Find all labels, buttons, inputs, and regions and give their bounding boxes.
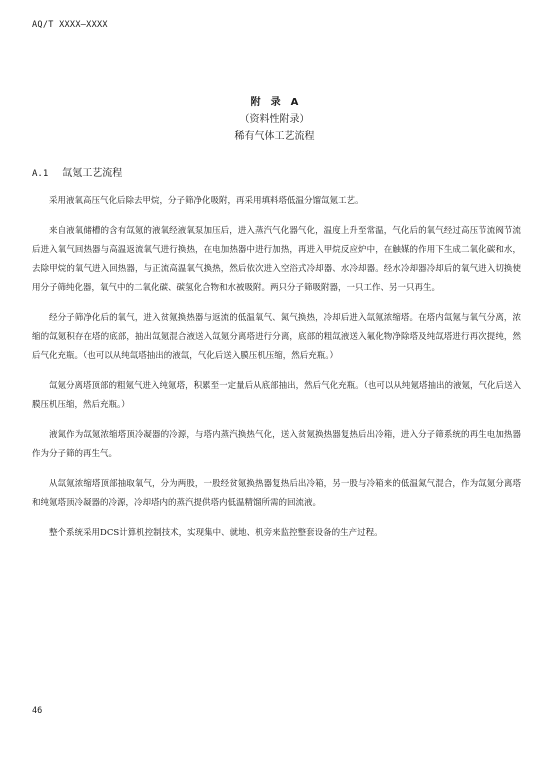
paragraph: 采用液氧高压气化后除去甲烷，分子筛净化吸附，再采用填料塔低温分馏氙氪工艺。 — [49, 196, 364, 206]
paragraph: 整个系统采用DCS计算机控制技术，实现集中、就地、机旁来监控整套设备的生产过程。 — [49, 528, 383, 538]
standard-code: AQ/T XXXX—XXXX — [32, 20, 108, 30]
annex-name: 稀有气体工艺流程 — [234, 131, 315, 142]
section-title: 氙氪工艺流程 — [62, 168, 123, 179]
paragraph: 从氙氪浓缩塔顶部抽取氧气，分为两股，一股经贫氪换热器复热后出冷箱，另一股与冷箱来的低温氮气混合，作为氙氪分离塔和纯氪塔顶冷凝器的冷源，冷却塔内的蒸汽提供塔内低温精馏所需的回流液。 — [32, 479, 521, 508]
page-number: 46 — [32, 706, 43, 716]
section-number: A.1 — [32, 169, 49, 179]
paragraph: 经分子筛净化后的氧气，进入贫氪换热器与返流的低温氧气、氮气换热，冷却后进入氙氪浓缩塔。在塔内氙氪与氧气分离，浓缩的氙氪积存在塔的底部，抽出氙氪混合液送入氙氪分离塔进行分离，底部的粗氙液送入氟化物净除塔及纯氙塔进行再次提纯，然后气化充瓶。（也可以从纯氙塔抽出的液氙，气化后送入膜压机压缩，然后充瓶。） — [32, 313, 521, 361]
body-text — [32, 192, 521, 554]
paragraph: 来自液氧储槽的含有氙氪的液氧经液氧泵加压后，进入蒸汽气化器气化，温度上升至常温，气化后的氧气经过高压节流阀节流后进入氧气回热器与高温返流氧气进行换热，在电加热器中进行加热，再进入甲烷反应炉中，在触媒的作用下生成二氧化碳和水，去除甲烷的氧气进入回热器，与正流高温氧气换热，然后依次进入空浴式冷却器、水冷却器。经水冷却器冷却后的氧气进入切换使用分子筛纯化器，氧气中的二氧化碳、碳氢化合物和水被吸附。两只分子筛吸附器，一只工作、另一只再生。 — [32, 226, 521, 293]
section-heading — [32, 164, 122, 179]
annex-title: 附 录 A — [250, 97, 299, 108]
annex-category: （资料性附录） — [239, 114, 310, 125]
paragraph: 氙氪分离塔顶部的粗氪气进入纯氪塔，积累至一定量后从底部抽出，然后气化充瓶。（也可以从纯氪塔抽出的液氪，气化后送入膜压机压缩，然后充瓶。） — [32, 381, 521, 410]
paragraph: 液氮作为氙氪浓缩塔顶冷凝器的冷源，与塔内蒸汽换热气化，送入贫氪换热器复热后出冷箱，进入分子筛系统的再生电加热器作为分子筛的再生气。 — [32, 430, 521, 459]
